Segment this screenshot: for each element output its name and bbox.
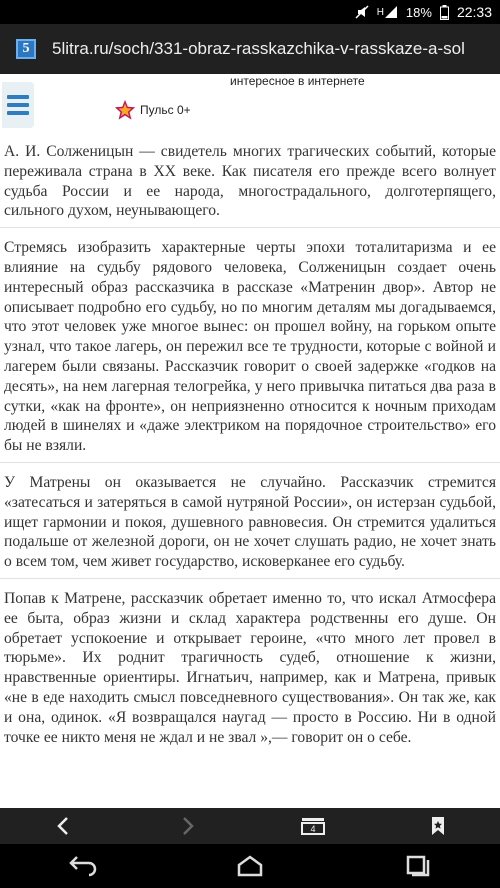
header-tagline: интересное в интернете [230, 74, 365, 88]
tabs-button[interactable] [250, 808, 375, 844]
system-back-button[interactable] [53, 844, 113, 888]
home-icon [235, 855, 265, 877]
menu-icon[interactable] [2, 82, 34, 128]
article-body [0, 138, 500, 759]
site-favicon: 5 [16, 39, 36, 59]
article-paragraph: Стремясь изобразить характерные черты эпохи тоталитаризма и ее влияние на судьбу рядового человека, Солженицын создает очень интересный образ рассказчика в рассказе «Матренин двор». Автор не описывает подробно его судьбу, но по многим деталям мы догадываемся, что этот человек уже многое вынес: он прошел войну, на горьком опыте узнал, что такое лагерь, он пережил все те трудности, которые с войной и лагерем были связаны. Рассказчик говорит о своей задержке «годков на десять», на нем лагерная телогрейка, у него привычка питаться два раза в сутки, «как на фронте», он неприязненно относится к ночным приходам людей в шинелях и «даже электриком на порядочное строительство» его бы не взяли. [0, 234, 500, 463]
network-indicator [377, 5, 398, 19]
bookmark-button[interactable] [375, 808, 500, 844]
bookmark-icon [430, 816, 446, 836]
forward-icon [181, 816, 195, 836]
system-back-icon [67, 855, 99, 877]
article-paragraph: Попав к Матрене, рассказчик обретает именно то, что искал Атмосфера ее быта, образ жизни и склад характера родственны его душе. Он обретает успокоение и открывает героине, «что много лет провел в тюрьме». Их роднит трагичность судеб, отношение к жизни, нравственные ориентиры. Игнатьич, например, как и Матрена, привык «не в еде находить смысл повседневного существования». Он так же, как и она, одинок. «Я возвращался наугад — просто в Россию. Ни в одной точке ее никто меня не ждал и не звал »,— говорит он о себе. [4, 589, 496, 746]
tabs-icon [301, 816, 325, 836]
network-type: H [376, 6, 384, 18]
article-paragraph: У Матрены он оказывается не случайно. Рассказчик стремится «затесаться и затеряться в самой нутряной России», он истерзан судьбой, ищет гармонии и покоя, душевного равновесия. Он стремится удалиться подальше от железной дороги, он не хочет слушать радио, не хочет знать о всем том, чем живет государство, исковерканее его судьбу. [0, 469, 500, 579]
pulse-link[interactable] [114, 99, 191, 121]
status-bar [0, 0, 500, 24]
url-text[interactable]: 5litra.ru/soch/331-obraz-rasskazchika-v-rasskaze-a-sol [52, 39, 465, 58]
tabs-count: 4 [309, 824, 316, 834]
forward-button[interactable] [125, 808, 250, 844]
system-home-button[interactable] [220, 844, 280, 888]
clock: 22:33 [456, 4, 492, 20]
url-bar[interactable] [0, 24, 500, 74]
system-recents-button[interactable] [387, 844, 447, 888]
recents-icon [402, 855, 432, 877]
battery-icon [440, 5, 449, 20]
system-nav-bar [0, 844, 500, 888]
star-icon [114, 99, 136, 121]
back-icon [56, 816, 70, 836]
signal-icon [384, 5, 398, 19]
back-button[interactable] [0, 808, 125, 844]
mute-icon [355, 5, 369, 19]
battery-percent: 18% [405, 4, 432, 20]
article-paragraph: А. И. Солженицын — свидетель многих трагических событий, которые переживала страна в XX веке. Как писателя его прежде всего волнует судьба России и ее народа, многострадального, долготерпящего, сильного духом, неунывающего. [0, 138, 500, 228]
browser-toolbar [0, 808, 500, 844]
web-page [0, 74, 500, 808]
site-header [0, 74, 500, 138]
pulse-label: Пульс 0+ [140, 103, 191, 117]
